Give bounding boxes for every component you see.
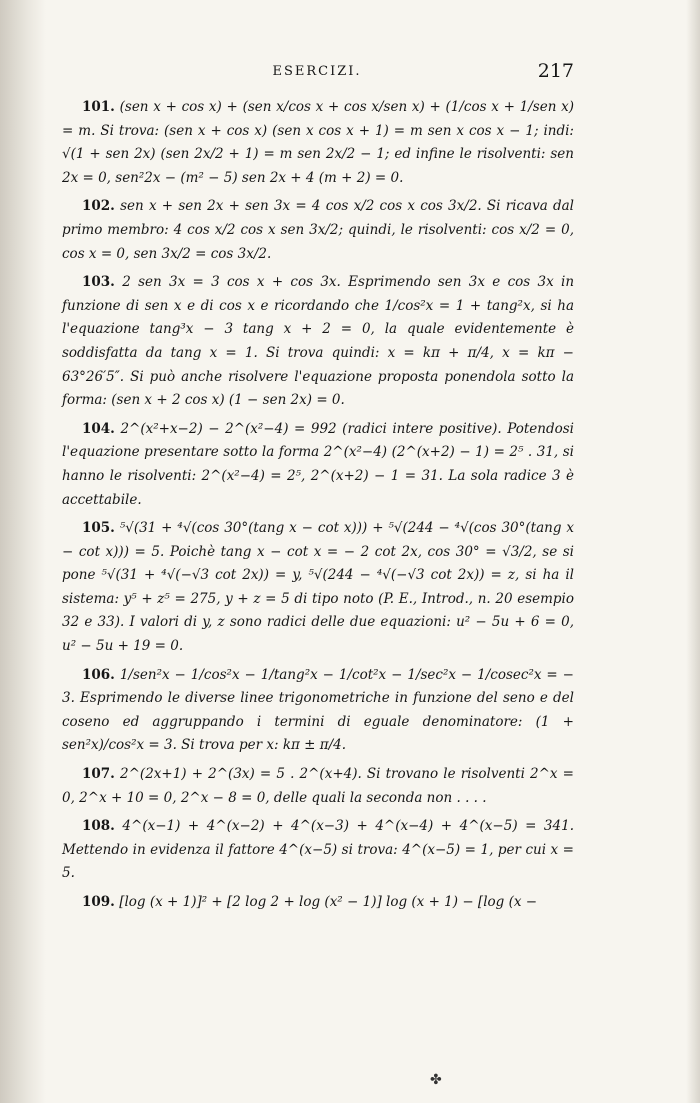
exercise-text: 1/sen²x − 1/cos²x − 1/tang²x − 1/cot²x − 1/sec²x − 1/cosec²x = − 3. Esprimendo le diverse linee trigonometriche in funzione del seno e del coseno ed aggruppando i termini di eguale denominatore: (1 + sen²x)/cos²x = 3. Si trova per x: kπ ± π/4. — [62, 666, 574, 754]
exercise-text: 4^(x−1) + 4^(x−2) + 4^(x−3) + 4^(x−4) + 4^(x−5) = 341. Mettendo in evidenza il fattore 4^(x−5) si trova: 4^(x−5) = 1, per cui x = 5. — [62, 818, 574, 882]
page-body — [62, 96, 574, 920]
page-number: 217 — [537, 60, 574, 82]
exercise-text: (sen x + cos x) + (sen x/cos x + cos x/sen x) + (1/cos x + 1/sen x) = m. Si trova: (sen x + cos x) (sen x cos x + 1) = m sen x cos x − 1; indi: √(1 + sen 2x) (sen 2x/2 + 1) = m sen 2x/2 − 1; ed infine le risolventi: sen 2x = 0, sen²2x − (m² − 5) sen 2x + 4 (m + 2) = 0. — [62, 99, 574, 186]
running-title: ESERCIZI. — [272, 64, 362, 79]
exercise-number: 104. — [82, 420, 115, 437]
exercise-number: 108. — [82, 818, 115, 835]
exercise-number: 101. — [82, 99, 115, 115]
page-spine-shadow — [0, 0, 46, 1103]
exercise-106 — [62, 664, 574, 758]
exercise-number: 102. — [82, 198, 115, 215]
footer-ink-mark: ✤ — [430, 1072, 442, 1088]
exercise-number: 107. — [82, 766, 115, 783]
exercise-108 — [62, 815, 574, 886]
exercise-text: sen x + sen 2x + sen 3x = 4 cos x/2 cos x cos 3x/2. Si ricava dal primo membro: 4 cos x/2 cos x sen 3x/2; quindi, le risolventi: cos x/2 = 0, cos x = 0, sen 3x/2 = cos 3x/2. — [62, 198, 574, 262]
exercise-number: 105. — [82, 520, 115, 537]
exercise-107 — [62, 763, 574, 810]
exercise-text: [log (x + 1)]² + [2 log 2 + log (x² − 1)] log (x + 1) − [log (x − — [119, 894, 538, 910]
exercise-109 — [62, 891, 574, 915]
page-header — [60, 60, 574, 84]
page-edge-shadow — [686, 0, 700, 1103]
exercise-text: 2^(2x+1) + 2^(3x) = 5 . 2^(x+4). Si trovano le risolventi 2^x = 0, 2^x + 10 = 0, 2^x − 8 = 0, delle quali la seconda non . . . . — [62, 766, 574, 806]
exercise-105 — [62, 517, 574, 659]
exercise-102 — [62, 195, 574, 266]
exercise-text: 2 sen 3x = 3 cos x + cos 3x. Esprimendo sen 3x e cos 3x in funzione di sen x e di cos x e ricordando che 1/cos²x = 1 + tang²x, si ha l'equazione tang³x − 3 tang x + 2 = 0, la quale evidentemente è soddisfatta da tang x = 1. Si trova quindi: x = kπ + π/4, x = kπ − 63°26′5″. Si può anche risolvere l'equazione proposta ponendola sotto la forma: (sen x + 2 cos x) (1 − sen 2x) = 0. — [62, 274, 575, 409]
exercise-101 — [62, 96, 574, 190]
exercise-number: 109. — [82, 894, 115, 910]
exercise-number: 106. — [82, 666, 115, 683]
exercise-text: 2^(x²+x−2) − 2^(x²−4) = 992 (radici intere positive). Potendosi l'equazione presentare sotto la forma 2^(x²−4) (2^(x+2) − 1) = 2⁵ . 31, si hanno le risolventi: 2^(x²−4) = 2⁵, 2^(x+2) − 1 = 31. La sola radice 3 è accettabile. — [62, 420, 574, 508]
exercise-number: 103. — [82, 274, 115, 291]
exercise-text: ⁵√(31 + ⁴√(cos 30°(tang x − cot x))) + ⁵√(244 − ⁴√(cos 30°(tang x − cot x))) = 5. Poichè tang x − cot x = − 2 cot 2x, cos 30° = √3/2, se si pone ⁵√(31 + ⁴√(−√3 cot 2x)) = y, ⁵√(244 − ⁴√(−√3 cot 2x)) = z, si ha il sistema: y⁵ + z⁵ = 275, y + z = 5 di tipo noto (P. E., Introd., n. 20 esempio 32 e 33). I valori di y, z sono radici delle due equazioni: u² − 5u + 6 = 0, u² − 5u + 19 = 0. — [62, 520, 574, 655]
exercise-103 — [62, 271, 574, 413]
exercise-104 — [62, 418, 574, 512]
